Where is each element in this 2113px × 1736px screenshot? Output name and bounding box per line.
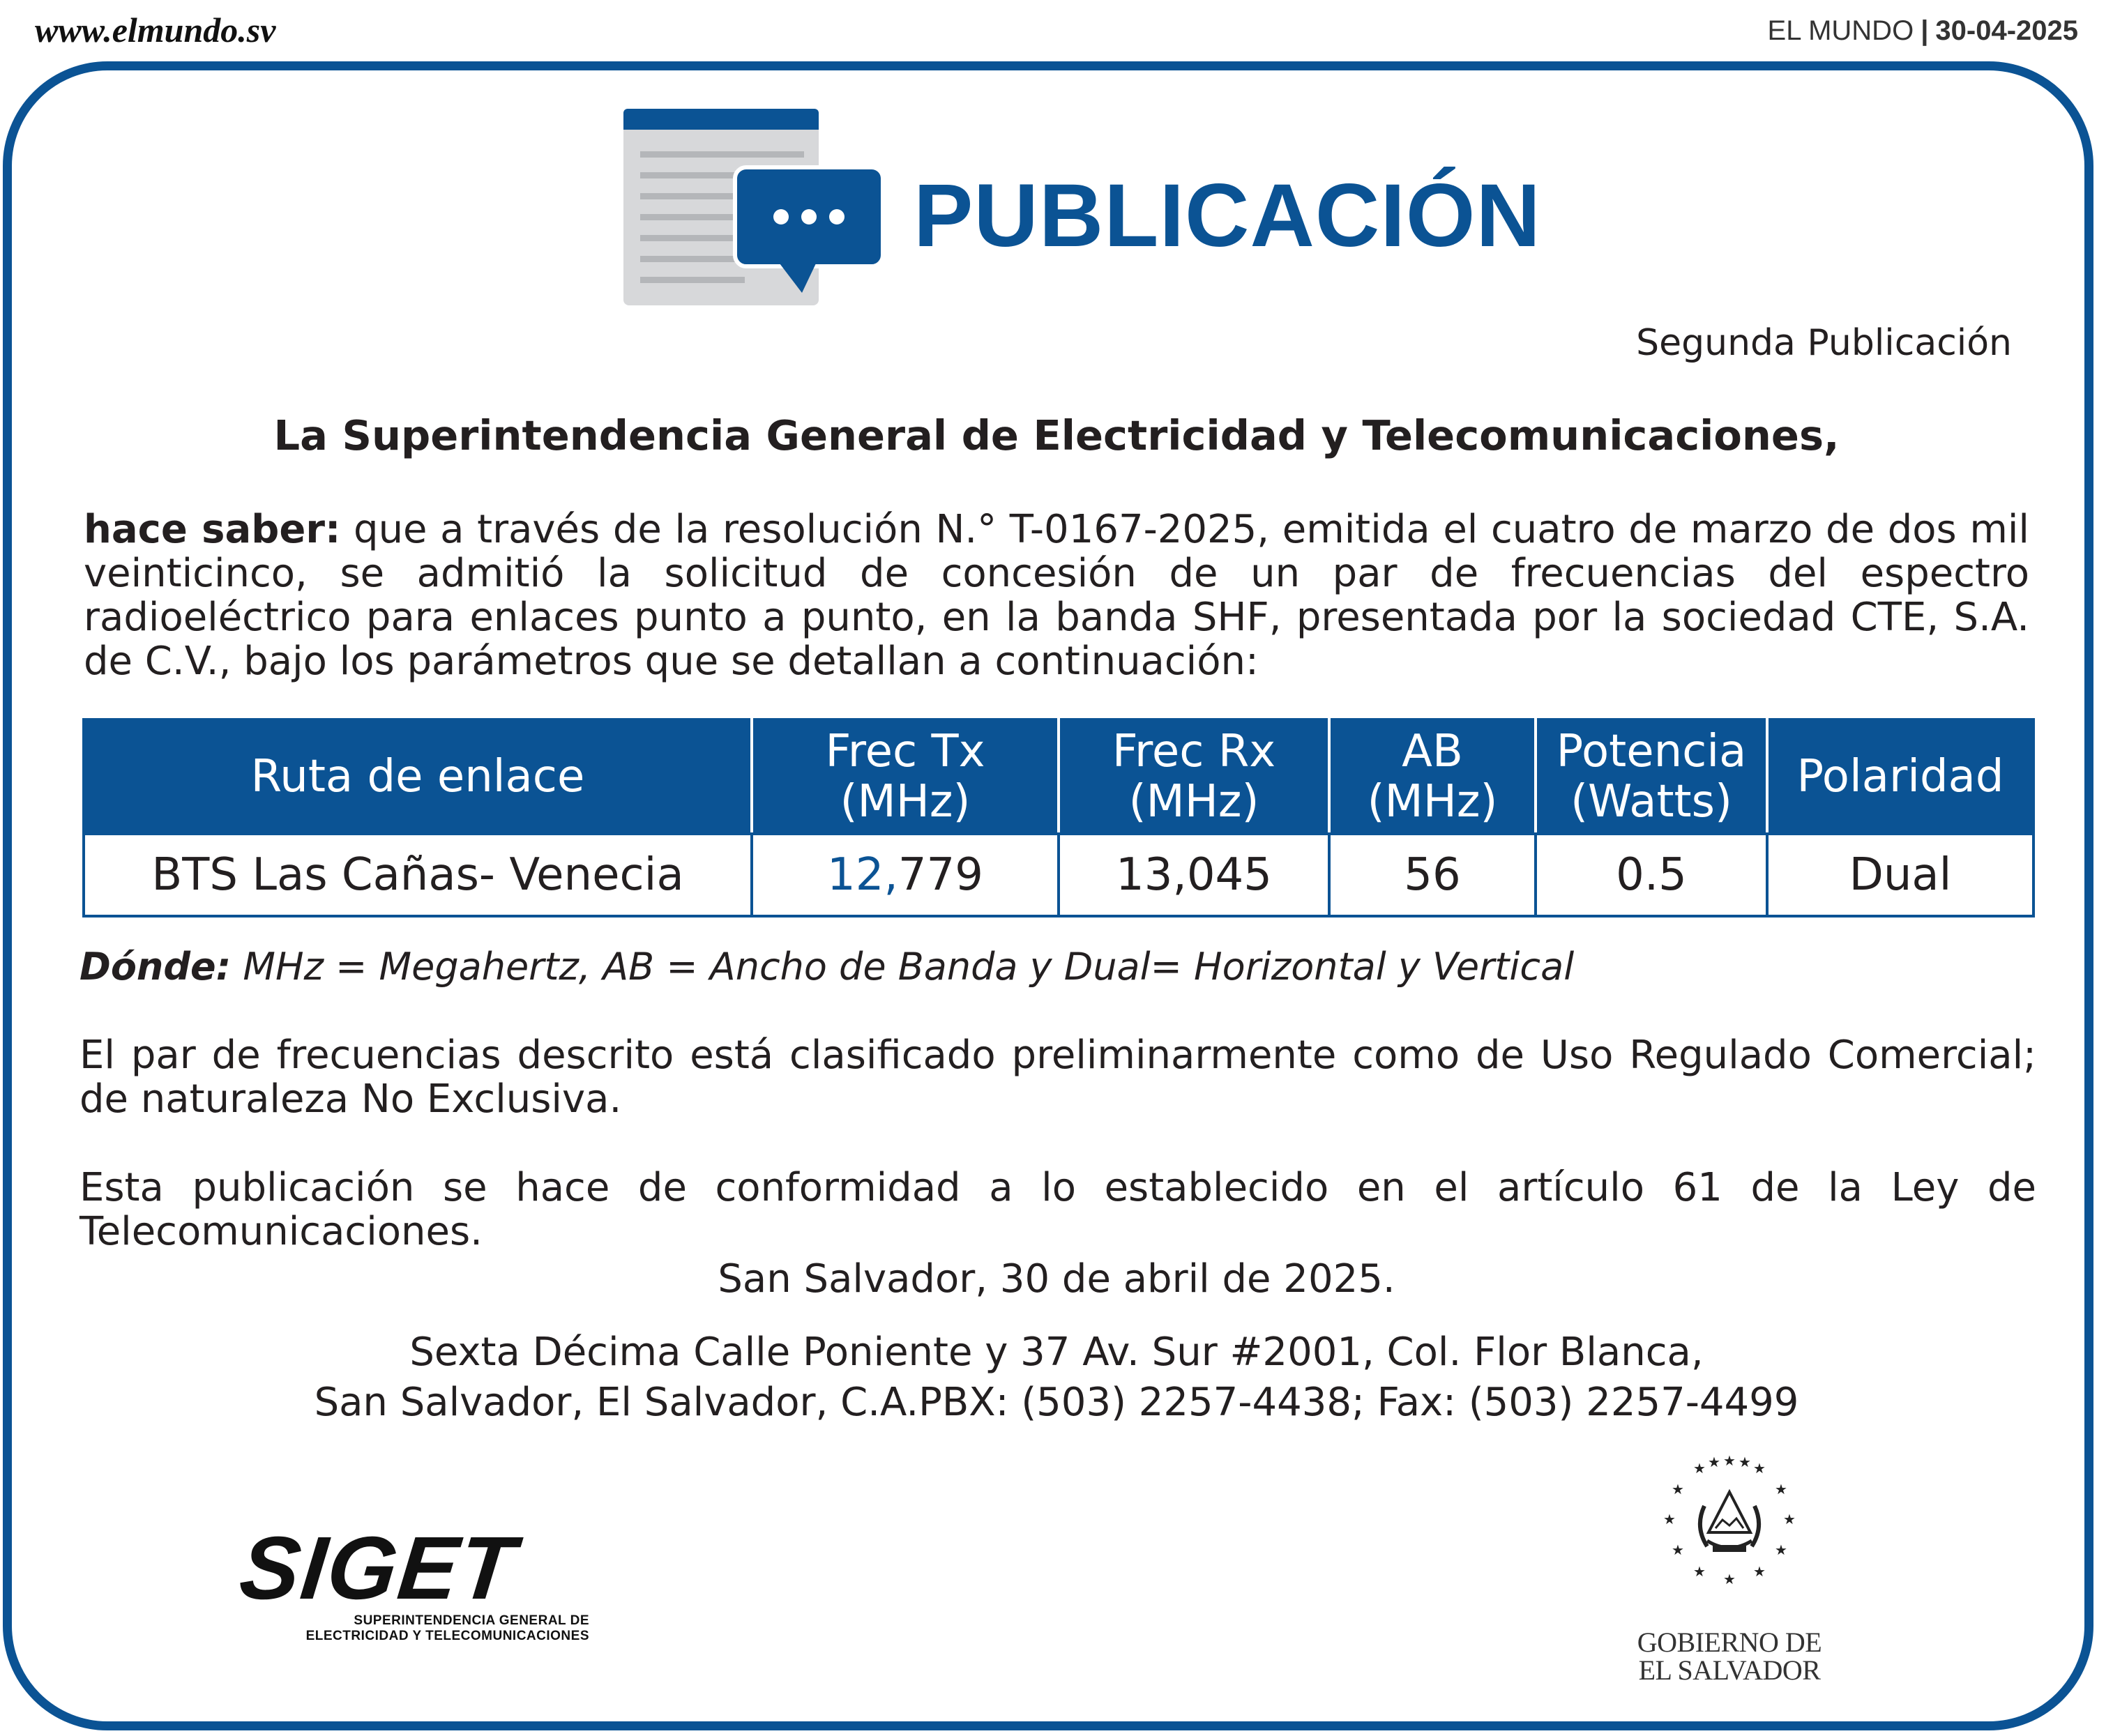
header-frec-tx-line2: (MHz) (840, 776, 971, 828)
place-date: San Salvador, 30 de abril de 2025. (718, 1256, 1395, 1302)
siget-subtitle-1: SUPERINTENDENCIA GENERAL DE (354, 1613, 589, 1628)
svg-text:★: ★ (1723, 1452, 1736, 1469)
issuer-heading: La Superintendencia General de Electricidad y Telecomunicaciones, (273, 411, 1840, 459)
government-logo (1618, 1450, 1841, 1684)
cell-ruta: BTS Las Cañas- Venecia (84, 834, 752, 916)
masthead-date: 30-04-2025 (1935, 15, 2078, 46)
svg-text:★: ★ (1723, 1571, 1736, 1587)
cell-polaridad: Dual (1767, 834, 2034, 916)
siget-subtitle-2: ELECTRICIDAD Y TELECOMUNICACIONES (305, 1629, 589, 1643)
svg-text:★: ★ (1708, 1454, 1720, 1470)
intro-text: que a través de la resolución N.° T-0167-2025, emitida el cuatro de marzo de dos mil veinticinco, se admitió la solicitud de concesión de un par de frecuencias del espectro radioeléctrico para enlaces punto a punto, en la banda SHF, presentada por la sociedad CTE, S.A. de C.V., bajo los parámetros que se detallan a continuación: (84, 507, 2029, 684)
government-line-1: GOBIERNO DE (1637, 1627, 1822, 1658)
svg-text:★: ★ (1753, 1563, 1766, 1580)
intro-lead: hace saber: (84, 507, 341, 552)
note-text: MHz = Megahertz, AB = Ancho de Banda y Dual= Horizontal y Vertical (231, 945, 1575, 989)
svg-text:★: ★ (1739, 1454, 1751, 1470)
legal-basis-paragraph: Esta publicación se hace de conformidad a lo establecido en el artículo 61 de la Ley de Telecomunicaciones. (79, 1165, 2036, 1254)
publication-title: PUBLICACIÓN (914, 166, 1541, 266)
note-lead: Dónde: (79, 945, 232, 989)
cell-frec-tx (752, 834, 1059, 916)
svg-text:★: ★ (1753, 1460, 1766, 1477)
government-line-2: EL SALVADOR (1638, 1654, 1821, 1686)
header-frec-tx (752, 719, 1059, 834)
svg-text:★: ★ (1693, 1460, 1706, 1477)
table-header-row (84, 719, 2034, 834)
table-row (84, 834, 2034, 916)
cell-frec-rx: 13,045 (1059, 834, 1329, 916)
header-ab (1329, 719, 1536, 834)
siget-wordmark: SIGET (235, 1518, 521, 1618)
header-polaridad: Polaridad (1767, 719, 2034, 834)
header-frec-rx-line2: (MHz) (1128, 776, 1259, 828)
classification-paragraph: El par de frecuencias descrito está clasificado preliminarmente como de Uso Regulado Comercial; de naturaleza No Exclusiva. (79, 1033, 2036, 1122)
address-line-1: Sexta Décima Calle Poniente y 37 Av. Sur #2001, Col. Flor Blanca, (409, 1330, 1704, 1375)
svg-text:★: ★ (1775, 1481, 1787, 1498)
masthead-right (1768, 15, 2078, 47)
svg-text:★: ★ (1783, 1511, 1796, 1528)
frequency-table (82, 718, 2035, 918)
svg-text:★: ★ (1672, 1481, 1684, 1498)
coat-of-arms-icon (1646, 1450, 1813, 1617)
document-with-speech-bubble-icon (619, 106, 898, 311)
definitions-note (79, 945, 1574, 989)
header-potencia-line1: Potencia (1556, 726, 1747, 777)
header-ab-line1: AB (1402, 726, 1463, 777)
edition-label: Segunda Publicación (1636, 322, 2012, 364)
header-frec-rx (1059, 719, 1329, 834)
svg-text:★: ★ (1693, 1563, 1706, 1580)
header-frec-rx-line1: Frec Rx (1112, 726, 1276, 777)
masthead-site: www.elmundo.sv (35, 10, 276, 50)
intro-paragraph (84, 508, 2029, 683)
header-potencia (1536, 719, 1767, 834)
masthead-paper: EL MUNDO (1767, 15, 1914, 46)
cell-frec-tx-part1: 12, (827, 849, 898, 901)
header-ruta: Ruta de enlace (84, 719, 752, 834)
address-block (0, 1327, 2113, 1428)
cell-potencia: 0.5 (1536, 834, 1767, 916)
svg-text:★: ★ (1775, 1541, 1787, 1558)
masthead-separator: | (1921, 15, 1929, 46)
header-potencia-line2: (Watts) (1570, 776, 1732, 828)
header-ab-line2: (MHz) (1367, 776, 1498, 828)
svg-text:★: ★ (1672, 1541, 1684, 1558)
address-line-2: San Salvador, El Salvador, C.A.PBX: (503) 2257-4438; Fax: (503) 2257-4499 (314, 1380, 1799, 1425)
cell-frec-tx-part2: 779 (898, 849, 983, 901)
svg-text:★: ★ (1663, 1511, 1676, 1528)
siget-logo (235, 1518, 589, 1644)
cell-ab: 56 (1329, 834, 1536, 916)
header-frec-tx-line1: Frec Tx (825, 726, 985, 777)
